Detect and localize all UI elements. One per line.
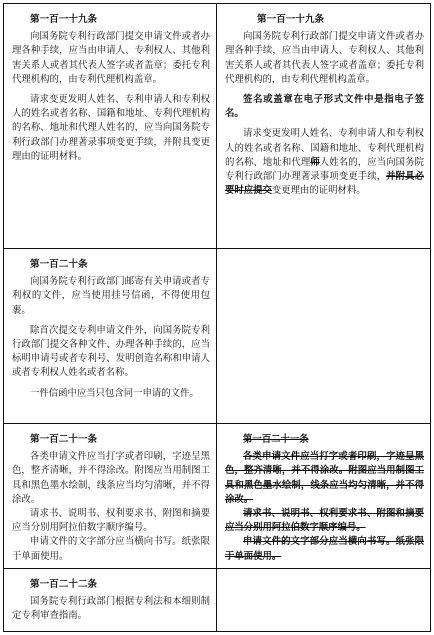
paragraph-text: 人姓名的，应当向国务院专利行政部门办理著录事项变更手续， — [225, 156, 424, 183]
original-text-cell — [4, 4, 217, 248]
article-paragraph: 请求变更发明人姓名、专利申请人和专利权人的姓名或者名称、国籍和地址、专利代理机构的名称、地址和代理人姓名的，应当向国务院专利行政部门办理著录事项变更手续，并附具变更理由的证明材料。 — [12, 94, 210, 162]
table-row — [4, 424, 430, 569]
revised-text-cell — [217, 249, 430, 423]
article-title: 第一百一十九条 — [257, 14, 325, 25]
table-row — [4, 249, 430, 424]
article-title: 第一百二十条 — [30, 259, 88, 270]
table-row — [4, 4, 430, 249]
table-row — [4, 569, 430, 632]
deleted-article-title: 第一百二十一条 — [243, 434, 309, 445]
added-paragraph: 签名或盖章在电子形式文件中是指电子签名。 — [225, 94, 424, 120]
revised-text-cell — [217, 424, 430, 568]
article-title: 第一百二十二条 — [30, 579, 98, 590]
paragraph-text: 变更理由的证明材料。 — [271, 185, 366, 197]
article-paragraph: 向国务院专利行政部门邮寄有关申请或者专利权的文件，应当使用挂号信函，不得使用包裹。 — [12, 276, 210, 316]
revised-text-cell — [217, 569, 430, 632]
article-paragraph: 向国务院专利行政部门提交申请文件或者办理各种手续，应当由申请人、专利权人、其他利害关系人或者其代表人签字或者盖章；委托专利代理机构的，由专利代理机构盖章。 — [225, 31, 424, 85]
original-text-cell — [4, 249, 217, 423]
article-paragraph: 国务院专利行政部门根据专利法和本细则制定专利审查指南。 — [12, 596, 210, 622]
article-paragraph: 请求书、说明书、权利要求书、附图和摘要应当分别用阿拉伯数字顺序编号。 — [12, 508, 210, 534]
deleted-paragraph: 请求书、说明书、权利要求书、附图和摘要应当分别用阿拉伯数字顺序编号。 — [225, 508, 424, 534]
deleted-paragraph: 各类申请文件应当打字或者印刷，字迹呈黑色，整齐清晰，并不得涂改。附图应当用制图工具和黑色墨水绘制，线条应当均匀清晰，并不得涂改。 — [225, 451, 424, 505]
article-paragraph: 向国务院专利行政部门提交申请文件或者办理各种手续，应当由申请人、专利权人、其他利害关系人或者其代表人签字或者盖章；委托专利代理机构的，由专利代理机构盖章。 — [12, 31, 210, 85]
original-text-cell — [4, 569, 217, 632]
deleted-text: 师 — [310, 156, 320, 168]
comparison-table — [3, 3, 431, 632]
article-title: 第一百一十九条 — [30, 14, 98, 25]
article-paragraph — [225, 127, 424, 198]
article-paragraph: 申请文件的文字部分应当横向书写。纸张限于单面使用。 — [12, 536, 210, 562]
article-paragraph: 除首次提交专利申请文件外，向国务院专利行政部门提交各种文件、办理各种手续的，应当标明申请号或者专利号、发明创造名称和申请人或者专利权人姓名或者名称。 — [12, 324, 210, 379]
paragraph-text: 请求变更发明人姓名、专利申请人和专利权人的姓名或者名称、国籍和地址、专利代理机构的名称、地址和代理 — [225, 128, 424, 168]
deleted-paragraph: 申请文件的文字部分应当横向书写。纸张限于单面使用。 — [225, 536, 424, 562]
original-text-cell — [4, 424, 217, 568]
article-paragraph: 各类申请文件应当打字或者印刷，字迹呈黑色，整齐清晰，并不得涂改。附图应当用制图工具和黑色墨水绘制，线条应当均匀清晰，并不得涂改。 — [12, 451, 210, 505]
article-paragraph: 一件信函中应当只包含同一申请的文件。 — [30, 387, 199, 399]
revised-text-cell — [217, 4, 430, 248]
article-title: 第一百二十一条 — [30, 434, 98, 445]
deleted-text: 并附具必要时应提交 — [225, 171, 424, 197]
